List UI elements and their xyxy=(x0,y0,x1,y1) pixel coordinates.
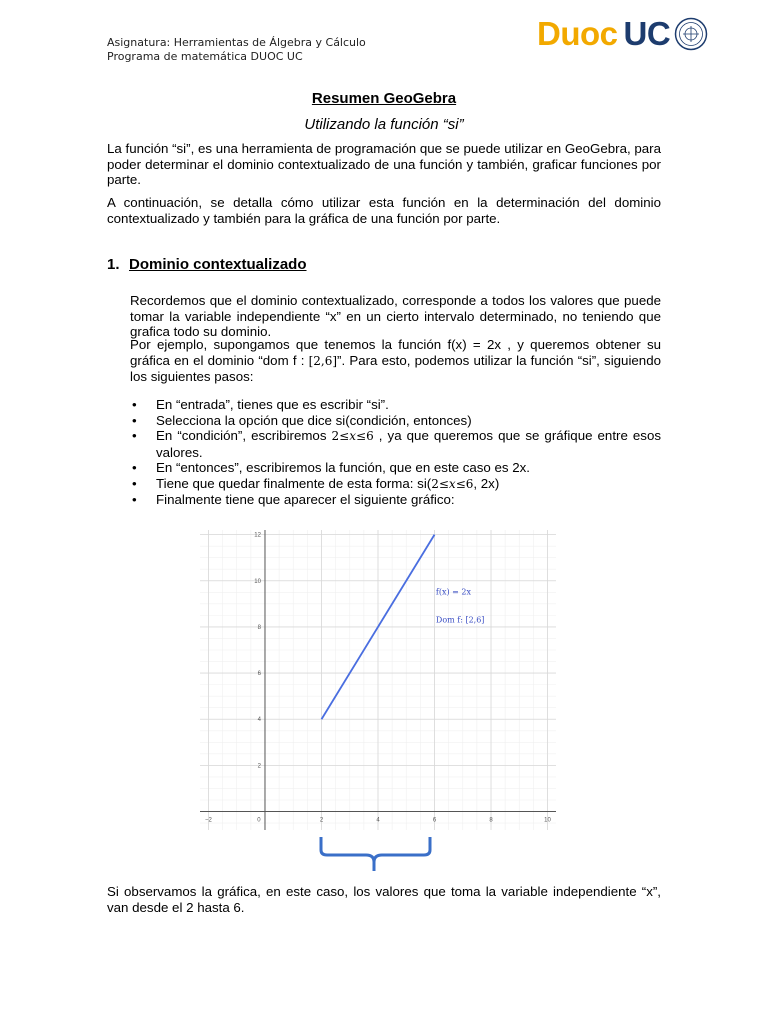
x-tick-label: 2 xyxy=(319,817,324,824)
y-tick-label: 12 xyxy=(254,532,261,539)
duoc-uc-logo xyxy=(537,14,708,54)
bullet-icon: • xyxy=(132,492,137,507)
bullet-icon: • xyxy=(132,460,137,475)
section-heading xyxy=(107,256,307,273)
x-tick-label: 10 xyxy=(544,817,551,824)
list-item xyxy=(130,428,661,460)
conclusion-paragraph: Si observamos la gráfica, en este caso, los valores que toma la variable independiente “x”, van desde el 2 hasta 6. xyxy=(107,884,661,915)
bullet-icon: • xyxy=(132,397,137,412)
condition-math: 2≤x≤6 xyxy=(331,429,374,443)
list-item-text: Selecciona la opción que dice si(condición, entonces) xyxy=(156,412,472,428)
geogebra-graph xyxy=(200,530,556,830)
list-item-text: En “entonces”, escribiremos la función, que en este caso es 2x. xyxy=(156,460,530,475)
bullet-icon: • xyxy=(132,475,137,491)
section-paragraph-2 xyxy=(130,337,661,385)
document-subtitle: Utilizando la función “si” xyxy=(304,116,464,133)
uc-seal-icon xyxy=(674,17,708,51)
list-item-text: Tiene que quedar finalmente de esta forma: si( xyxy=(156,475,432,491)
document-header xyxy=(107,36,366,64)
logo-duoc-text: Duoc xyxy=(537,15,618,52)
bullet-icon: • xyxy=(132,428,137,443)
list-item-text: En “condición”, escribiremos xyxy=(156,428,332,443)
intro-paragraph-1: La función “si”, es una herramienta de programación que se puede utilizar en GeoGebra, para poder determinar el dominio contextualizado de una función y también, graficar funciones por parte. xyxy=(107,141,661,187)
list-item-text: En “entrada”, tienes que es escribir “si”. xyxy=(156,397,389,412)
list-item xyxy=(130,476,661,493)
y-tick-label: 2 xyxy=(257,763,261,770)
list-item-text: , 2x) xyxy=(473,475,500,491)
x-tick-label: 6 xyxy=(432,817,437,824)
y-tick-label: 6 xyxy=(257,671,261,678)
y-tick-label: 10 xyxy=(254,578,261,585)
section-paragraph-1: Recordemos que el dominio contextualizado, corresponde a todos los valores que puede tomar la variable independiente “x” en un cierto intervalo determinado, no teniendo que grafica todo su dominio. xyxy=(130,293,661,339)
x-tick-label: 0 xyxy=(257,817,261,824)
para2-text-after: ”. Para esto, podemos utilizar la función “si”, siguiendo los siguientes pasos: xyxy=(130,352,661,384)
domain-label: Dom f: [2,6] xyxy=(435,615,485,625)
course-name: Asignatura: Herramientas de Álgebra y Cálculo xyxy=(107,36,366,49)
y-tick-label: 4 xyxy=(257,717,261,724)
condition-math: 2≤x≤6 xyxy=(431,476,474,491)
document-title: Resumen GeoGebra xyxy=(311,90,457,107)
list-item xyxy=(130,397,661,413)
domain-brace xyxy=(321,837,430,871)
program-name: Programa de matemática DUOC UC xyxy=(107,50,303,63)
list-item xyxy=(130,460,661,476)
section-heading-text: Dominio contextualizado xyxy=(129,256,307,273)
x-tick-label: −2 xyxy=(205,817,212,824)
list-item-text: Finalmente tiene que aparecer el siguiente gráfico: xyxy=(156,492,455,507)
list-item xyxy=(130,492,661,508)
domain-bracket xyxy=(316,835,436,873)
domain-interval: [2,6] xyxy=(308,353,338,368)
section-number: 1. xyxy=(107,256,120,273)
function-label: f(x) = 2x xyxy=(435,587,472,597)
y-tick-label: 8 xyxy=(257,624,261,631)
x-tick-label: 4 xyxy=(376,817,380,824)
list-item xyxy=(130,413,661,429)
list-item-text: , ya que queremos que se gráfique entre esos valores. xyxy=(156,428,661,460)
para2-text-before: Por ejemplo, supongamos que tenemos la función f(x) = 2x , y queremos obtener su gráfica en el dominio “dom f : xyxy=(130,337,661,368)
x-tick-label: 8 xyxy=(489,817,493,824)
intro-paragraph-2: A continuación, se detalla cómo utilizar esta función en la determinación del dominio contextualizado y también para la gráfica de una función por parte. xyxy=(107,195,661,226)
bullet-icon: • xyxy=(132,412,137,428)
logo-uc-text: UC xyxy=(623,15,671,52)
steps-list xyxy=(130,397,661,508)
